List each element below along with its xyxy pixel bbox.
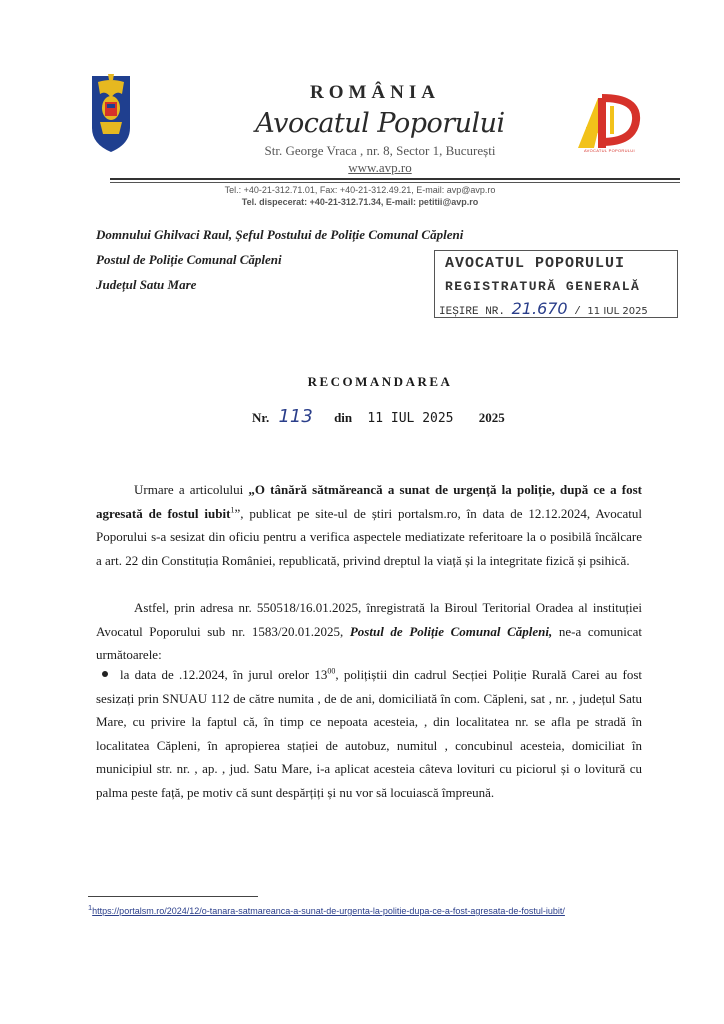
p1-intro: Urmare a articolului — [134, 482, 249, 497]
stamp-subtitle: REGISTRATURĂ GENERALĂ — [445, 279, 641, 294]
addressee-line-3: Județul Satu Mare — [96, 277, 197, 292]
stamp-title: AVOCATUL POPORULUI — [445, 255, 626, 272]
header-country: ROMÂNIA — [310, 82, 440, 103]
footnote-link[interactable]: https://portalsm.ro/2024/12/o-tanara-satmareanca-a-sunat-de-urgenta-la-politie-dupa-ce-a-fost-agresata-de-fostul-iubit/ — [92, 906, 565, 916]
p2-intro: Astfel, prin adresa nr. 550518/16.01.2025, înregistrată la Biroul Teritorial Oradea al instituției Avocatul Poporului sub nr. 1583/20.01.2025, — [96, 600, 642, 639]
p3-time-sup: 00 — [327, 666, 336, 676]
p2-text: ne-a comunicat următoarele: — [96, 623, 642, 662]
contact-line-1: Tel.: +40-21-312.71.01, Fax: +40-21-312.49.21, E-mail: avp@avp.ro — [224, 185, 496, 195]
addressee-line-2: Postul de Poliție Comunal Căpleni — [96, 252, 282, 267]
p1-article-title: „O tânără sătmăreancă a sunat de urgență la poliție, după ce a fost agresată de fostul iubit — [96, 482, 642, 521]
paragraph-1 — [96, 478, 642, 572]
header-divider-thin — [110, 182, 680, 183]
p1-footnote-ref: 1 — [230, 505, 235, 515]
addressee-line-1: Domnului Ghilvaci Raul, Șeful Postului de Poliție Comunal Căpleni — [96, 227, 464, 242]
stamp-exit-label: IEȘIRE NR. — [439, 306, 506, 318]
nr-value-handwritten: 113 — [278, 406, 313, 427]
nr-label: Nr. — [252, 410, 270, 425]
stamp-exit-row: IEȘIRE NR. 21.670 / 11 IUL 2025 — [439, 299, 648, 318]
footnote-number: 1 — [88, 903, 93, 912]
header-org-name: Avocatul Poporului — [255, 108, 505, 139]
paragraph-3-bullet — [96, 663, 642, 804]
header-divider — [110, 178, 680, 180]
din-label: din — [334, 410, 353, 425]
header-address: Str. George Vraca , nr. 8, Sector 1, București — [264, 143, 496, 158]
contact-line-2: Tel. dispecerat: +40-21-312.71.34, E-mail: petitii@avp.ro — [241, 197, 479, 207]
registration-stamp — [434, 250, 678, 318]
footnote — [88, 902, 648, 917]
paragraph-2 — [96, 596, 642, 667]
logo-caption: AVOCATUL POPORULUI — [584, 148, 635, 153]
romania-coat-of-arms-icon — [86, 72, 136, 154]
p3-text: , polițiștii din cadrul Secției Poliție Rurală Carei au fost sesizați prin SNUAU 112 de către numita , de de ani, domiciliată în com. Căpleni, sat , nr. , județul Satu Mare, cu privire la faptul că, în timp ce nepoata acesteia, , din localitatea nr. se afla pe stradă în localitatea Căpleni, în apropierea stației de autobuz, numitul , concubinul acesteia, domiciliat în municipiul str. nr. , ap. , jud. Satu Mare, i-a aplicat acesteia câteva lovituri cu piciorul și o lovitură cu palma peste față, pe motiv că sunt despărțiți și nu vor să locuiască împreună. — [96, 667, 642, 800]
p3-intro: la data de .12.2024, în jurul orelor 13 — [120, 667, 328, 682]
p2-institution: Postul de Poliție Comunal Căpleni, — [349, 623, 553, 639]
document-title: RECOMANDAREA — [307, 374, 453, 389]
footnote-divider — [88, 896, 258, 897]
header-contact — [150, 184, 570, 208]
stamp-date: 11 IUL 2025 — [587, 306, 648, 317]
stamp-exit-number: 21.670 — [511, 299, 568, 318]
p1-text: ”, publicat pe site-ul de știri portalsm.ro, în data de 12.12.2024, Avocatul Poporului s-a sesizat din oficiu pentru a verifica aspectele mediatizate referitoare la o posibilă încălcare a art. 22 din Constituția României, republicată, privind dreptul la viață și la integritate fizică și psihică. — [96, 505, 643, 568]
document-year: 2025 — [478, 410, 505, 425]
header-website-link[interactable]: www.avp.ro — [348, 160, 412, 175]
date-stamp: 11 IUL 2025 — [367, 411, 454, 426]
document-number-line — [252, 406, 505, 427]
avocatul-poporului-logo — [572, 90, 646, 156]
